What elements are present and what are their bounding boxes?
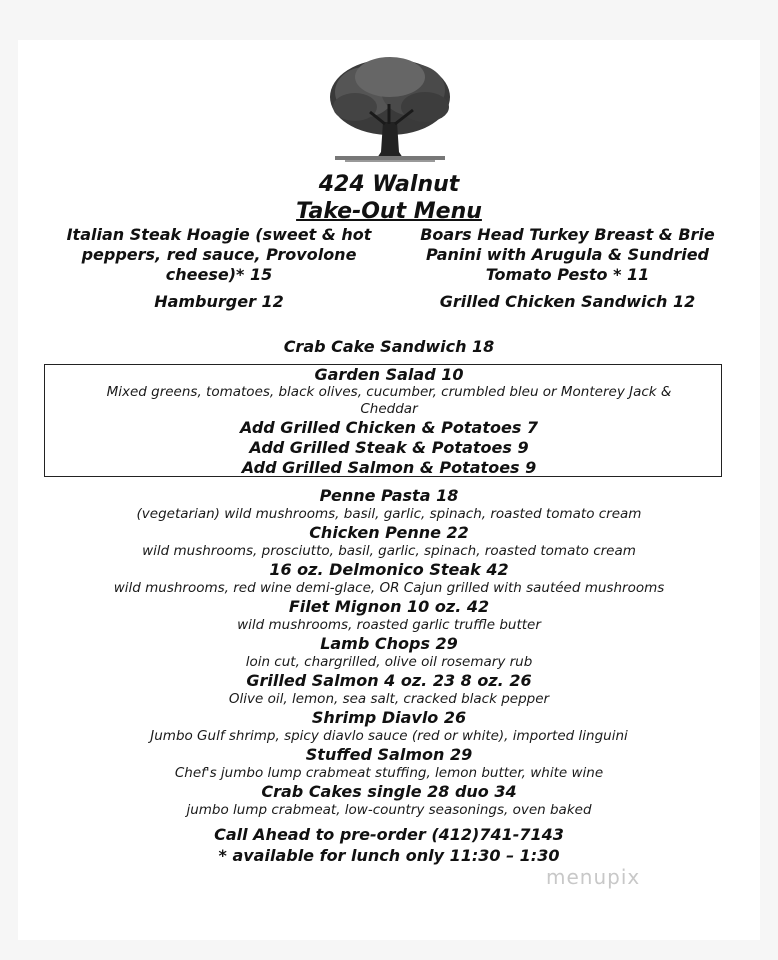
crab-cake-sandwich-item: Crab Cake Sandwich 18	[283, 337, 495, 356]
entree-name: Lamb Chops 29	[320, 634, 458, 653]
watermark-logo: menupix	[546, 865, 641, 889]
lunch-note: * available for lunch only 11:30 – 1:30	[218, 846, 560, 865]
entree-name: Filet Mignon 10 oz. 42	[288, 597, 490, 616]
entree-name: Penne Pasta 18	[319, 486, 459, 505]
tree-logo-icon	[325, 52, 455, 172]
entree-desc: Chef's jumbo lump crabmeat stuffing, lemon butter, white wine	[174, 765, 604, 781]
salad-desc-line2: Cheddar	[360, 401, 418, 417]
salad-addon-salmon: Add Grilled Salmon & Potatoes 9	[241, 458, 537, 477]
entree-name: 16 oz. Delmonico Steak 42	[269, 560, 509, 579]
entree-desc: wild mushrooms, prosciutto, basil, garlic, spinach, roasted tomato cream	[142, 543, 636, 559]
entree-desc: Jumbo Gulf shrimp, spicy diavlo sauce (red or white), imported linguini	[150, 728, 628, 744]
garden-salad-item: Garden Salad 10	[314, 365, 464, 384]
item-line: peppers, red sauce, Provolone	[81, 245, 357, 264]
salad-addon-steak: Add Grilled Steak & Potatoes 9	[249, 438, 529, 457]
menu-title: Take-Out Menu	[296, 199, 482, 224]
entree-name: Grilled Salmon 4 oz. 23 8 oz. 26	[246, 671, 532, 690]
entree-name: Stuffed Salmon 29	[305, 745, 473, 764]
call-ahead-line: Call Ahead to pre-order (412)741-7143	[214, 825, 564, 844]
entree-desc: wild mushrooms, roasted garlic truffle butter	[237, 617, 541, 633]
entree-desc: wild mushrooms, red wine demi-glace, OR Cajun grilled with sautéed mushrooms	[113, 580, 665, 596]
item-line: Tomato Pesto * 11	[485, 265, 650, 284]
item-line: Italian Steak Hoagie (sweet & hot	[66, 225, 372, 244]
hamburger-item: Hamburger 12	[154, 292, 284, 311]
italian-steak-hoagie	[44, 225, 394, 285]
restaurant-name: 424 Walnut	[318, 172, 460, 197]
turkey-brie-panini	[395, 225, 740, 285]
entree-name: Chicken Penne 22	[309, 523, 469, 542]
entree-desc: jumbo lump crabmeat, low-country seasonings, oven baked	[186, 802, 592, 818]
item-line: cheese)* 15	[165, 265, 273, 284]
entree-name: Shrimp Diavlo 26	[311, 708, 467, 727]
entree-desc: loin cut, chargrilled, olive oil rosemary rub	[245, 654, 533, 670]
salad-desc-line1: Mixed greens, tomatoes, black olives, cucumber, crumbled bleu or Monterey Jack &	[106, 384, 672, 400]
entree-name: Crab Cakes single 28 duo 34	[261, 782, 517, 801]
item-line: Boars Head Turkey Breast & Brie	[420, 225, 715, 244]
grilled-chicken-sandwich-item: Grilled Chicken Sandwich 12	[439, 292, 696, 311]
salad-addon-chicken: Add Grilled Chicken & Potatoes 7	[239, 418, 539, 437]
item-line: Panini with Arugula & Sundried	[425, 245, 709, 264]
entree-desc: Olive oil, lemon, sea salt, cracked black pepper	[228, 691, 550, 707]
entree-desc: (vegetarian) wild mushrooms, basil, garlic, spinach, roasted tomato cream	[136, 506, 642, 522]
